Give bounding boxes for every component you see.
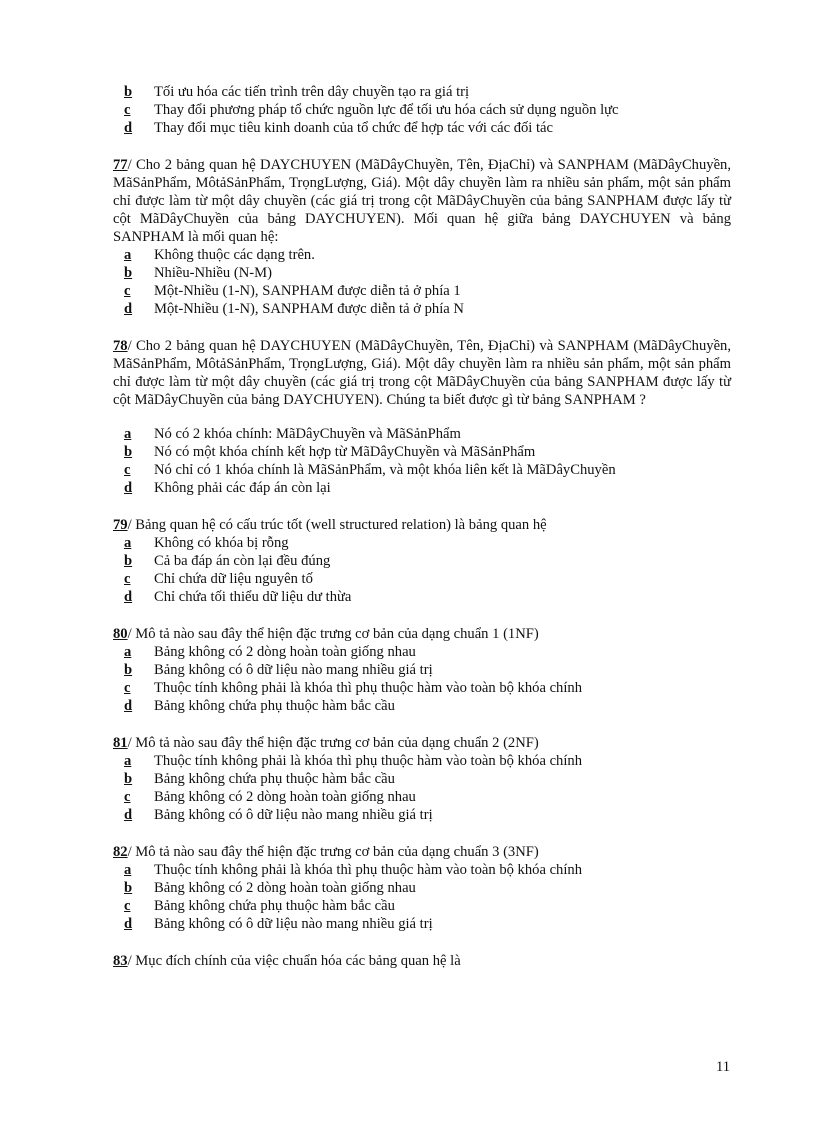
option-letter: a — [124, 247, 132, 263]
option-text: Không có khóa bị rỗng — [154, 535, 289, 551]
question-stem — [113, 625, 731, 643]
answer-option — [113, 300, 731, 318]
question-text: / Bảng quan hệ có cấu trúc tốt (well structured relation) là bảng quan hệ — [127, 517, 547, 533]
question-text: / Mô tả nào sau đây thể hiện đặc trưng cơ bản của dạng chuẩn 3 (3NF) — [127, 844, 539, 860]
option-letter: d — [124, 301, 133, 317]
question-number: 83 — [113, 953, 128, 969]
answer-option — [113, 443, 731, 461]
answer-option — [113, 264, 731, 282]
answer-option — [113, 425, 731, 443]
answer-option — [113, 806, 731, 824]
option-text: Chỉ chứa dữ liệu nguyên tố — [154, 571, 313, 587]
question-number: 80 — [113, 626, 128, 642]
answer-option — [113, 282, 731, 300]
question-number: 82 — [113, 844, 128, 860]
question-82 — [113, 843, 731, 933]
answer-option — [113, 879, 731, 897]
option-text: Bảng không có 2 dòng hoàn toàn giống nhau — [154, 644, 416, 660]
option-letter: c — [124, 898, 131, 914]
answer-option — [113, 588, 731, 606]
question-81 — [113, 734, 731, 824]
question-number: 81 — [113, 735, 128, 751]
option-text: Thuộc tính không phải là khóa thì phụ thuộc hàm vào toàn bộ khóa chính — [154, 862, 583, 878]
option-letter: a — [124, 644, 132, 660]
option-text: Bảng không chứa phụ thuộc hàm bắc cầu — [154, 771, 395, 787]
page-number: 11 — [716, 1059, 731, 1075]
answer-option — [113, 534, 731, 552]
option-text: Một-Nhiều (1-N), SANPHAM được diễn tả ở phía 1 — [154, 283, 461, 299]
question-number: 78 — [113, 338, 128, 354]
question-stem — [113, 734, 731, 752]
question-number: 77 — [113, 157, 128, 173]
option-text: Nó chỉ có 1 khóa chính là MãSảnPhẩm, và một khóa liên kết là MãDâyChuyền — [154, 462, 616, 478]
answer-option — [113, 643, 731, 661]
question-79 — [113, 516, 731, 606]
option-text: Bảng không có 2 dòng hoàn toàn giống nhau — [154, 880, 416, 896]
answer-option — [113, 770, 731, 788]
option-letter: b — [124, 84, 133, 100]
question-78 — [113, 337, 731, 497]
option-letter: b — [124, 771, 133, 787]
option-text: Bảng không chứa phụ thuộc hàm bắc cầu — [154, 898, 395, 914]
option-text: Không phải các đáp án còn lại — [154, 480, 331, 496]
option-letter: a — [124, 535, 132, 551]
question-stem — [113, 337, 731, 409]
answer-option — [113, 479, 731, 497]
answer-option — [113, 570, 731, 588]
option-text: Không thuộc các dạng trên. — [154, 247, 315, 263]
question-text: / Mô tả nào sau đây thể hiện đặc trưng cơ bản của dạng chuẩn 2 (2NF) — [127, 735, 539, 751]
answer-option — [113, 83, 731, 101]
question-text: / Cho 2 bảng quan hệ DAYCHUYEN (MãDâyChuyền, Tên, ĐịaChỉ) và SANPHAM (MãDâyChuyền, MãSảnPhẩm, MôtảSảnPhẩm, TrọngLượng, Giá). Một dây chuyền làm ra nhiều sản phẩm, một sản phẩm chỉ được làm từ một dây chuyền (các giá trị trong cột MãDâyChuyền của bảng SANPHAM được lấy từ cột MãDâyChuyền của bảng DAYCHUYEN). Mối quan hệ giữa bảng DAYCHUYEN và bảng SANPHAM là mối quan hệ: — [113, 157, 731, 245]
option-text: Bảng không có ô dữ liệu nào mang nhiều giá trị — [154, 662, 433, 678]
option-letter: b — [124, 265, 133, 281]
option-letter: a — [124, 753, 132, 769]
answer-option — [113, 861, 731, 879]
previous-question-options — [113, 83, 731, 137]
option-letter: c — [124, 680, 131, 696]
option-letter: d — [124, 807, 133, 823]
option-text: Bảng không có 2 dòng hoàn toàn giống nhau — [154, 789, 416, 805]
option-text: Tối ưu hóa các tiến trình trên dây chuyền tạo ra giá trị — [154, 84, 470, 100]
option-letter: c — [124, 571, 131, 587]
option-letter: d — [124, 589, 133, 605]
question-stem — [113, 952, 731, 970]
option-letter: a — [124, 862, 132, 878]
option-text: Bảng không có ô dữ liệu nào mang nhiều giá trị — [154, 807, 433, 823]
question-77 — [113, 156, 731, 318]
question-text: / Mô tả nào sau đây thể hiện đặc trưng cơ bản của dạng chuẩn 1 (1NF) — [127, 626, 539, 642]
question-stem — [113, 843, 731, 861]
option-text: Thuộc tính không phải là khóa thì phụ thuộc hàm vào toàn bộ khóa chính — [154, 753, 583, 769]
answer-option — [113, 661, 731, 679]
question-stem — [113, 156, 731, 246]
option-letter: d — [124, 480, 133, 496]
answer-option — [113, 679, 731, 697]
option-text: Thay đổi mục tiêu kinh doanh của tổ chức để hợp tác với các đối tác — [154, 120, 553, 136]
answer-option — [113, 697, 731, 715]
option-letter: b — [124, 880, 133, 896]
answer-option — [113, 461, 731, 479]
question-text: / Cho 2 bảng quan hệ DAYCHUYEN (MãDâyChuyền, Tên, ĐịaChỉ) và SANPHAM (MãDâyChuyền, MãSảnPhẩm, MôtảSảnPhẩm, TrọngLượng, Giá). Một dây chuyền làm ra nhiều sản phẩm, một sản phẩm chỉ được làm từ một dây chuyền (các giá trị trong cột MãDâyChuyền của bảng SANPHAM được lấy từ cột MãDâyChuyền của bảng DAYCHUYEN). Chúng ta biết được gì từ bảng SANPHAM ? — [113, 338, 731, 408]
option-letter: c — [124, 789, 131, 805]
option-letter: a — [124, 426, 132, 442]
page-content — [113, 83, 731, 970]
option-text: Một-Nhiều (1-N), SANPHAM được diễn tả ở phía N — [154, 301, 464, 317]
option-text: Bảng không có ô dữ liệu nào mang nhiều giá trị — [154, 916, 433, 932]
question-text: / Mục đích chính của việc chuẩn hóa các bảng quan hệ là — [127, 953, 461, 969]
option-letter: c — [124, 283, 131, 299]
answer-option — [113, 788, 731, 806]
option-letter: d — [124, 916, 133, 932]
option-text: Thuộc tính không phải là khóa thì phụ thuộc hàm vào toàn bộ khóa chính — [154, 680, 583, 696]
option-letter: b — [124, 444, 133, 460]
option-letter: b — [124, 662, 133, 678]
question-stem — [113, 516, 731, 534]
answer-option — [113, 915, 731, 933]
option-text: Cả ba đáp án còn lại đều đúng — [154, 553, 331, 569]
option-letter: d — [124, 698, 133, 714]
question-80 — [113, 625, 731, 715]
option-letter: d — [124, 120, 133, 136]
option-text: Nó có 2 khóa chính: MãDâyChuyền và MãSảnPhẩm — [154, 426, 461, 442]
option-text: Nó có một khóa chính kết hợp từ MãDâyChuyền và MãSảnPhẩm — [154, 444, 536, 460]
option-letter: c — [124, 462, 131, 478]
answer-option — [113, 246, 731, 264]
answer-option — [113, 752, 731, 770]
option-text: Chỉ chứa tối thiểu dữ liệu dư thừa — [154, 589, 352, 605]
question-83 — [113, 952, 731, 970]
option-text: Thay đổi phương pháp tổ chức nguồn lực để tối ưu hóa cách sử dụng nguồn lực — [154, 102, 619, 118]
option-text: Bảng không chứa phụ thuộc hàm bắc cầu — [154, 698, 395, 714]
option-letter: b — [124, 553, 133, 569]
answer-option — [113, 897, 731, 915]
question-number: 79 — [113, 517, 128, 533]
option-letter: c — [124, 102, 131, 118]
answer-option — [113, 552, 731, 570]
answer-option — [113, 101, 731, 119]
answer-option — [113, 119, 731, 137]
option-text: Nhiều-Nhiều (N-M) — [154, 265, 272, 281]
